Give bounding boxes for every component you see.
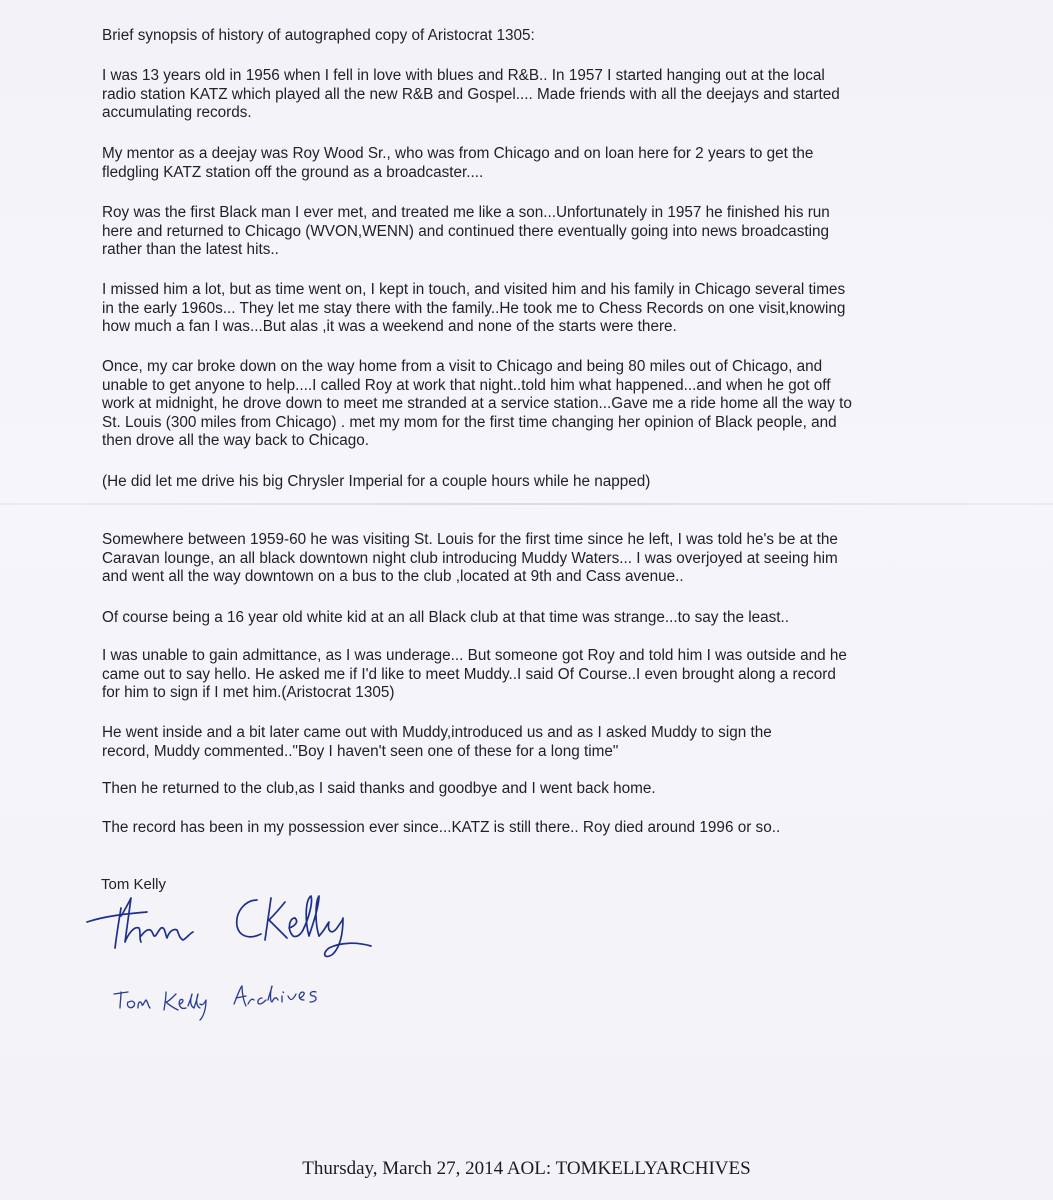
paragraph-10: He went inside and a bit later came out with Muddy,introduced us and as I asked Muddy to sign the record, Muddy commented.."Boy I haven't seen one of these for a long time" (102, 724, 772, 760)
letter-heading: Brief synopsis of history of autographed copy of Aristocrat 1305: (102, 27, 535, 44)
paper-fold-line (0, 503, 1053, 505)
paragraph-7: Somewhere between 1959-60 he was visiting St. Louis for the first time since he left, I was told he's be at the Caravan lounge, an all black downtown night club introducing Muddy Waters... I was overjoyed at seeing him and went all the way downtown on a bus to the club ,located at 9th and Cass avenue.. (102, 531, 838, 586)
signer-name: Tom Kelly (101, 876, 167, 893)
paragraph-5: Once, my car broke down on the way home from a visit to Chicago and being 80 miles out of Chicago, and unable to get anyone to help....I called Roy at work that night..told him what happened...and when he got off work at midnight, he drove down to meet me stranded at a service station...Gave me a ride home all the way to St. Louis (300 miles from Chicago) . met my mom for the first time changing her opinion of Black people, and then drove all the way back to Chicago. (102, 358, 852, 450)
paragraph-2: My mentor as a deejay was Roy Wood Sr., who was from Chicago and on loan here for 2 years to get the fledgling KATZ station off the ground as a broadcaster.... (102, 145, 814, 181)
paragraph-8: Of course being a 16 year old white kid at an all Black club at that time was strange...to say the least.. (102, 609, 790, 626)
handwritten-archives-note (112, 980, 342, 1025)
paragraph-1: I was 13 years old in 1956 when I fell in love with blues and R&B.. In 1957 I started hanging out at the local radio station KATZ which played all the new R&B and Gospel.... Made friends with all the deejays and started accumulating records. (102, 67, 840, 122)
paragraph-9: I was unable to gain admittance, as I was underage... But someone got Roy and told him I was outside and he came out to say hello. He asked me if I'd like to meet Muddy..I said Of Course..I even brought along a record for him to sign if I met him.(Aristocrat 1305) (102, 647, 847, 702)
paragraph-12: The record has been in my possession ever since...KATZ is still there.. Roy died around 1996 or so.. (102, 819, 781, 836)
handwritten-signature (85, 888, 385, 963)
footer-date-line: Thursday, March 27, 2014 AOL: TOMKELLYARCHIVES (302, 1158, 751, 1179)
paragraph-11: Then he returned to the club,as I said thanks and goodbye and I went back home. (102, 780, 656, 797)
paragraph-6: (He did let me drive his big Chrysler Imperial for a couple hours while he napped) (102, 473, 651, 490)
paragraph-3: Roy was the first Black man I ever met, and treated me like a son...Unfortunately in 1957 he finished his run here and returned to Chicago (WVON,WENN) and continued there eventually going into news broadcasting rather than the latest hits.. (102, 204, 830, 259)
paragraph-4: I missed him a lot, but as time went on, I kept in touch, and visited him and his family in Chicago several times in the early 1960s... They let me stay there with the family..He took me to Chess Records on one visit,knowing how much a fan I was...But alas ,it was a weekend and none of the starts were there. (102, 281, 846, 336)
